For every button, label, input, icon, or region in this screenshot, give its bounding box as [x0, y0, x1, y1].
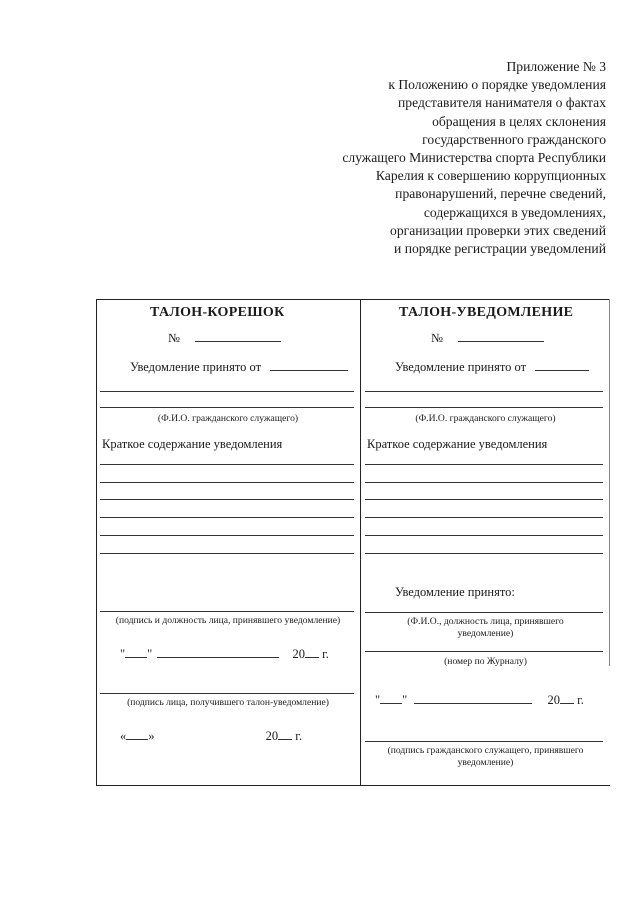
stub-date-year: 20 [292, 647, 305, 661]
notice-summary-line [365, 535, 603, 536]
appendix-line: содержащихся в уведомлениях, [423, 204, 606, 220]
appendix-line: обращения в целях склонения [432, 113, 606, 129]
notice-title: ТАЛОН-УВЕДОМЛЕНИЕ [399, 305, 574, 320]
notification-coupon-form [96, 299, 610, 786]
notice-summary-line [365, 517, 603, 518]
stub-summary-line [100, 517, 354, 518]
notice-fio-line [365, 391, 603, 392]
appendix-line: представителя нанимателя о фактах [398, 95, 606, 111]
stub-summary-line [100, 499, 354, 500]
appendix-header [342, 58, 606, 258]
notice-summary-line [365, 482, 603, 483]
stub-summary-line [100, 482, 354, 483]
stub-signature-line [100, 611, 354, 612]
notice-number-row [431, 331, 544, 346]
notice-signature-line [365, 741, 603, 742]
stub-fio-line [100, 391, 354, 392]
stub-date2-year: 20 [265, 729, 279, 743]
stub-summary-line [100, 553, 354, 554]
notice-date-year-field[interactable] [560, 703, 574, 704]
notice-summary-line [365, 499, 603, 500]
notice-date-quote-open: " [375, 693, 381, 707]
stub-summary-line [100, 464, 354, 465]
stub-fio-caption: (Ф.И.О. гражданского служащего) [157, 413, 299, 424]
notice-date-year: 20 [547, 693, 560, 707]
stub-number-field[interactable] [195, 341, 281, 342]
stub-date-row [120, 647, 329, 662]
notice-accepted-line [365, 612, 603, 613]
stub-title: ТАЛОН-КОРЕШОК [150, 305, 285, 320]
notice-number-field[interactable] [458, 341, 544, 342]
notice-summary-line [365, 464, 603, 465]
notice-journal-line [365, 651, 603, 652]
notice-signature-caption: (подпись гражданского служащего, принявшего уведомление) [387, 745, 584, 768]
stub-fio-line [100, 407, 354, 408]
stub-column [96, 299, 360, 786]
appendix-line: Приложение № 3 [506, 59, 606, 74]
stub-received-field[interactable] [270, 370, 348, 371]
notice-received-row [395, 360, 589, 375]
notice-date-row [375, 693, 584, 708]
stub-date2-row [120, 729, 302, 744]
appendix-line: служащего Министерства спорта Республики [342, 150, 606, 166]
stub-received-row [130, 360, 348, 375]
stub-date-month-field[interactable] [157, 657, 279, 658]
notice-date-day-field[interactable] [380, 703, 402, 704]
stub-signature-caption: (подпись и должность лица, принявшего уведомление) [115, 615, 341, 626]
notice-date-year-suffix: г. [577, 693, 584, 707]
stub-date-quote-open: " [120, 647, 126, 661]
stub-receiver-caption: (подпись лица, получившего талон-уведомление) [127, 697, 329, 708]
stub-date2-quote-open: « [120, 729, 127, 743]
stub-received-label: Уведомление принято от [130, 360, 262, 374]
notice-date-quote-close: " [402, 693, 408, 707]
notice-summary-line [365, 553, 603, 554]
notice-summary-label: Краткое содержание уведомления [367, 437, 548, 451]
notice-fio-line [365, 407, 603, 408]
notice-accepted-caption: (Ф.И.О., должность лица, принявшего уведомление) [407, 616, 564, 639]
notice-received-label: Уведомление принято от [395, 360, 527, 374]
stub-date2-day-field[interactable] [126, 739, 148, 740]
notice-column [361, 299, 610, 786]
stub-receiver-line [100, 693, 354, 694]
stub-number-row [168, 331, 281, 346]
stub-summary-label: Краткое содержание уведомления [102, 437, 283, 451]
appendix-line: правонарушений, перечне сведений, [395, 186, 606, 202]
stub-date-year-suffix: г. [322, 647, 329, 661]
appendix-line: государственного гражданского [422, 131, 606, 147]
stub-date-year-field[interactable] [305, 657, 319, 658]
notice-number-label: № [431, 331, 443, 345]
stub-date2-quote-close: » [148, 729, 155, 743]
appendix-line: и порядке регистрации уведомлений [394, 241, 606, 257]
stub-date2-year-field[interactable] [278, 739, 292, 740]
stub-date-quote-close: " [147, 647, 153, 661]
notice-fio-caption: (Ф.И.О. гражданского служащего) [415, 413, 556, 424]
stub-summary-line [100, 535, 354, 536]
stub-number-label: № [168, 331, 180, 345]
notice-date-month-field[interactable] [414, 703, 532, 704]
notice-journal-caption: (номер по Журналу) [444, 656, 527, 667]
stub-date-day-field[interactable] [125, 657, 147, 658]
notice-received-field[interactable] [535, 370, 589, 371]
appendix-line: Карелия к совершению коррупционных [375, 168, 606, 184]
stub-date2-year-suffix: г. [295, 729, 303, 743]
notice-accepted-label: Уведомление принято: [395, 585, 515, 599]
appendix-line: организации проверки этих сведений [390, 222, 606, 238]
appendix-line: к Положению о порядке уведомления [388, 77, 606, 93]
